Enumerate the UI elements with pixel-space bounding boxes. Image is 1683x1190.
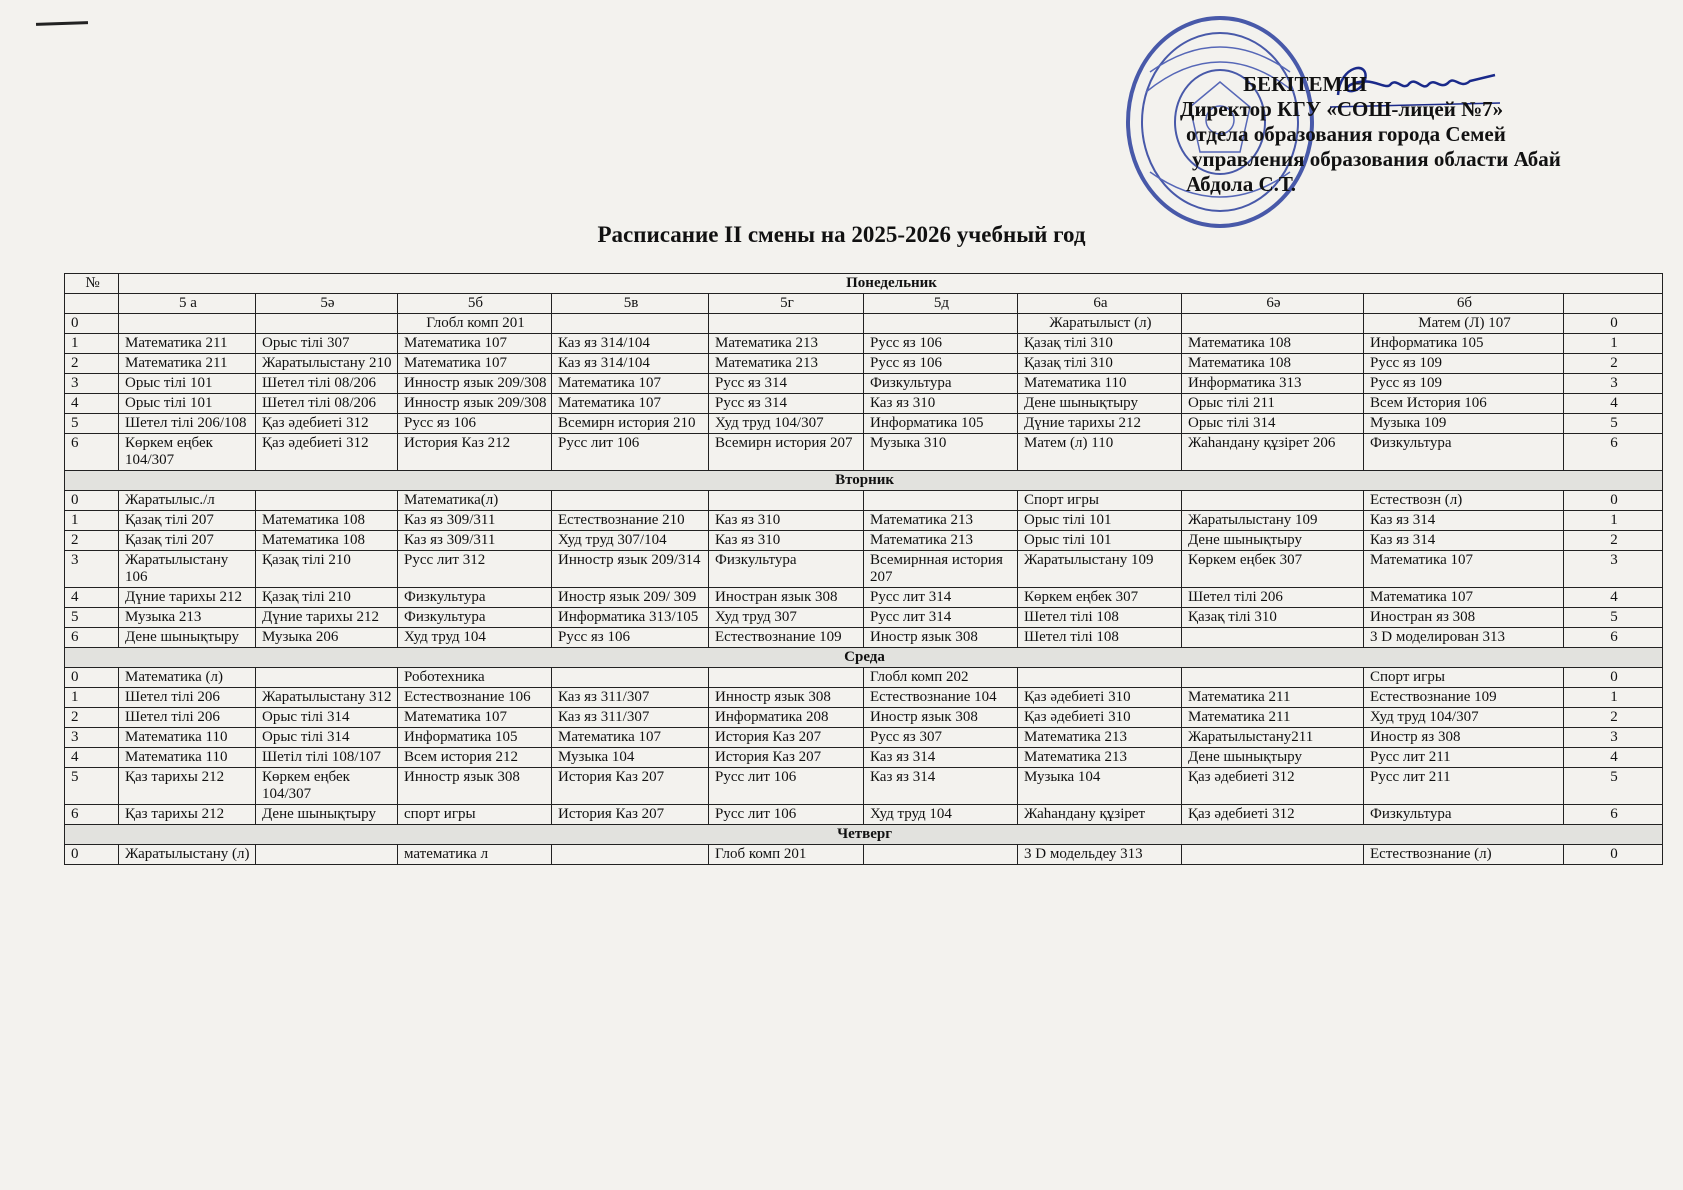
lesson-cell: Қаз әдебиеті 312 [256, 414, 398, 434]
day-header-wednesday: Среда [65, 648, 1663, 668]
lesson-cell: Математика 107 [552, 374, 709, 394]
header-blank-cell [1564, 294, 1663, 314]
day-row [65, 648, 1663, 668]
lesson-cell: Орыс тілі 307 [256, 334, 398, 354]
lesson-row [65, 414, 1663, 434]
lesson-cell: Шетел тілі 108 [1018, 628, 1182, 648]
lesson-number-right: 6 [1564, 628, 1663, 648]
lesson-cell: Орыс тілі 314 [256, 708, 398, 728]
lesson-cell: Естествознание 104 [864, 688, 1018, 708]
lesson-number: 5 [65, 414, 119, 434]
lesson-cell [256, 314, 398, 334]
lesson-number: 2 [65, 708, 119, 728]
lesson-row [65, 728, 1663, 748]
lesson-cell: Худ труд 104 [398, 628, 552, 648]
lesson-cell: Қазақ тілі 310 [1018, 334, 1182, 354]
approval-director: Директор КГУ «СОШ-лицей №7» [1180, 97, 1504, 121]
lesson-cell: Математика 213 [864, 531, 1018, 551]
lesson-number-right: 1 [1564, 511, 1663, 531]
lesson-cell: Инностр язык 209/308 [398, 374, 552, 394]
lesson-cell [256, 668, 398, 688]
lesson-cell: Математика 108 [1182, 354, 1364, 374]
lesson-row [65, 768, 1663, 805]
lesson-row [65, 491, 1663, 511]
lesson-cell: Дене шынықтыру [1182, 748, 1364, 768]
lesson-cell: История Каз 207 [709, 748, 864, 768]
lesson-cell: Информатика 313/105 [552, 608, 709, 628]
lesson-number-right: 5 [1564, 768, 1663, 805]
lesson-number-right: 4 [1564, 394, 1663, 414]
lesson-cell: Каз яз 314 [864, 748, 1018, 768]
lesson-cell: Математика 211 [119, 354, 256, 374]
lesson-cell: Глобл комп 201 [398, 314, 552, 334]
lesson-cell: Қаз әдебиеті 312 [1182, 768, 1364, 805]
lesson-cell: Инностр язык 209/308 [398, 394, 552, 414]
lesson-cell: Всемирн история 207 [709, 434, 864, 471]
lesson-cell: Иностр язык 209/ 309 [552, 588, 709, 608]
lesson-number-right: 3 [1564, 551, 1663, 588]
lesson-cell [256, 491, 398, 511]
lesson-number-right: 4 [1564, 588, 1663, 608]
lesson-cell: Русс лит 211 [1364, 748, 1564, 768]
lesson-cell: Худ труд 307/104 [552, 531, 709, 551]
lesson-cell [552, 314, 709, 334]
lesson-cell: Каз яз 311/307 [552, 708, 709, 728]
lesson-number: 1 [65, 688, 119, 708]
lesson-cell: Худ труд 104/307 [1364, 708, 1564, 728]
lesson-number-right: 3 [1564, 374, 1663, 394]
class-header: 5в [552, 294, 709, 314]
lesson-cell: Математика 213 [864, 511, 1018, 531]
lesson-cell: Русс яз 106 [398, 414, 552, 434]
lesson-number: 1 [65, 334, 119, 354]
lesson-cell: Русс лит 312 [398, 551, 552, 588]
lesson-cell: Худ труд 104 [864, 805, 1018, 825]
day-row [65, 471, 1663, 491]
class-header: 5ә [256, 294, 398, 314]
lesson-cell: Иностр язык 308 [864, 628, 1018, 648]
approval-block [1170, 72, 1590, 197]
lesson-cell: Математика 108 [256, 511, 398, 531]
lesson-cell: Жаһандану құзірет [1018, 805, 1182, 825]
lesson-cell: История Каз 207 [709, 728, 864, 748]
lesson-number: 4 [65, 394, 119, 414]
lesson-cell: Глобл комп 202 [864, 668, 1018, 688]
lesson-cell: Русс яз 307 [864, 728, 1018, 748]
lesson-row [65, 608, 1663, 628]
lesson-cell: Қаз әдебиеті 310 [1018, 708, 1182, 728]
lesson-number-right: 4 [1564, 748, 1663, 768]
lesson-number-right: 0 [1564, 491, 1663, 511]
lesson-cell: Русс лит 211 [1364, 768, 1564, 805]
lesson-cell: Русс лит 106 [709, 805, 864, 825]
lesson-number-right: 0 [1564, 314, 1663, 334]
lesson-cell: Математика 213 [1018, 728, 1182, 748]
lesson-number-right: 0 [1564, 845, 1663, 865]
lesson-row [65, 531, 1663, 551]
lesson-cell: Қаз әдебиеті 312 [256, 434, 398, 471]
lesson-cell: Каз яз 310 [709, 531, 864, 551]
lesson-cell: История Каз 212 [398, 434, 552, 471]
lesson-cell: Математика 213 [709, 334, 864, 354]
lesson-cell: История Каз 207 [552, 805, 709, 825]
lesson-cell: Көркем еңбек 104/307 [119, 434, 256, 471]
lesson-cell: Глоб комп 201 [709, 845, 864, 865]
lesson-cell: Қазақ тілі 310 [1018, 354, 1182, 374]
lesson-cell [1018, 668, 1182, 688]
lesson-row [65, 628, 1663, 648]
lesson-cell: Дүние тарихы 212 [256, 608, 398, 628]
lesson-number-right: 5 [1564, 414, 1663, 434]
lesson-cell: Орыс тілі 101 [119, 374, 256, 394]
lesson-cell: Русс яз 106 [864, 354, 1018, 374]
lesson-cell: Математика 108 [256, 531, 398, 551]
lesson-cell: Русс лит 314 [864, 608, 1018, 628]
lesson-cell: Қаз тарихы 212 [119, 768, 256, 805]
lesson-cell: Музыка 213 [119, 608, 256, 628]
lesson-cell: Худ труд 104/307 [709, 414, 864, 434]
lesson-cell [552, 668, 709, 688]
lesson-number: 4 [65, 748, 119, 768]
lesson-cell [709, 491, 864, 511]
lesson-cell: Дүние тарихы 212 [1018, 414, 1182, 434]
approval-department: отдела образования города Семей [1186, 122, 1506, 146]
lesson-cell: Дене шынықтыру [1018, 394, 1182, 414]
lesson-cell: Матем (Л) 107 [1364, 314, 1564, 334]
lesson-cell [552, 491, 709, 511]
lesson-cell: Жаратылыст (л) [1018, 314, 1182, 334]
lesson-number-right: 1 [1564, 688, 1663, 708]
lesson-cell: Орыс тілі 314 [256, 728, 398, 748]
lesson-number: 0 [65, 314, 119, 334]
lesson-cell: 3 D моделирован 313 [1364, 628, 1564, 648]
class-header: 5г [709, 294, 864, 314]
lesson-number: 3 [65, 728, 119, 748]
lesson-cell: Всемирн история 210 [552, 414, 709, 434]
lesson-cell: Русс лит 314 [864, 588, 1018, 608]
schedule-table [64, 273, 1663, 865]
lesson-number: 1 [65, 511, 119, 531]
lesson-cell: Естествознание (л) [1364, 845, 1564, 865]
lesson-row [65, 434, 1663, 471]
lesson-number: 4 [65, 588, 119, 608]
lesson-cell: Жаратылыстану 106 [119, 551, 256, 588]
lesson-row [65, 374, 1663, 394]
lesson-cell: Каз яз 310 [709, 511, 864, 531]
class-header: 5б [398, 294, 552, 314]
day-row [65, 825, 1663, 845]
lesson-cell: Инностр язык 209/314 [552, 551, 709, 588]
lesson-cell [864, 491, 1018, 511]
lesson-cell: Қаз әдебиеті 310 [1018, 688, 1182, 708]
lesson-number: 0 [65, 491, 119, 511]
lesson-cell [1182, 491, 1364, 511]
lesson-cell: Естествознание 106 [398, 688, 552, 708]
lesson-cell: Физкультура [709, 551, 864, 588]
lesson-number-right: 2 [1564, 708, 1663, 728]
lesson-cell: Всем История 106 [1364, 394, 1564, 414]
lesson-row [65, 511, 1663, 531]
lesson-cell: спорт игры [398, 805, 552, 825]
lesson-number-right: 6 [1564, 805, 1663, 825]
lesson-cell: Дүние тарихы 212 [119, 588, 256, 608]
lesson-cell: Инностр язык 308 [398, 768, 552, 805]
lesson-cell: Қазақ тілі 210 [256, 551, 398, 588]
lesson-cell [1182, 628, 1364, 648]
lesson-cell: Русс лит 106 [709, 768, 864, 805]
lesson-cell: Информатика 105 [1364, 334, 1564, 354]
lesson-cell: Информатика 105 [864, 414, 1018, 434]
lesson-cell: Информатика 105 [398, 728, 552, 748]
lesson-cell: Математика 110 [1018, 374, 1182, 394]
lesson-cell: Каз яз 314 [1364, 531, 1564, 551]
lesson-cell: История Каз 207 [552, 768, 709, 805]
lesson-number: 5 [65, 768, 119, 805]
lesson-cell: Каз яз 311/307 [552, 688, 709, 708]
lesson-cell: Дене шынықтыру [119, 628, 256, 648]
lesson-cell: Қазақ тілі 207 [119, 531, 256, 551]
lesson-row [65, 551, 1663, 588]
class-header: 6а [1018, 294, 1182, 314]
lesson-number: 2 [65, 354, 119, 374]
lesson-row [65, 668, 1663, 688]
lesson-number: 0 [65, 668, 119, 688]
lesson-cell: Роботехника [398, 668, 552, 688]
lesson-row [65, 748, 1663, 768]
lesson-cell: Жаратылыс./л [119, 491, 256, 511]
lesson-cell: Спорт игры [1364, 668, 1564, 688]
lesson-cell: Шетел тілі 108 [1018, 608, 1182, 628]
lesson-row [65, 588, 1663, 608]
lesson-number: 6 [65, 628, 119, 648]
lesson-cell: Информатика 208 [709, 708, 864, 728]
lesson-cell: Физкультура [1364, 805, 1564, 825]
lesson-cell: Иностр яз 308 [1364, 728, 1564, 748]
lesson-cell: Жаратылыстану 109 [1182, 511, 1364, 531]
scan-mark [36, 21, 88, 26]
lesson-row [65, 805, 1663, 825]
lesson-cell: Дене шынықтыру [256, 805, 398, 825]
lesson-cell: Математика 110 [119, 728, 256, 748]
lesson-cell: Математика 211 [1182, 708, 1364, 728]
lesson-cell: Қазақ тілі 207 [119, 511, 256, 531]
lesson-cell: Физкультура [398, 588, 552, 608]
lesson-cell: Математика 107 [1364, 551, 1564, 588]
lesson-cell: 3 D модельдеу 313 [1018, 845, 1182, 865]
lesson-cell: Көркем еңбек 307 [1182, 551, 1364, 588]
lesson-cell: Русс яз 109 [1364, 374, 1564, 394]
lesson-cell: математика л [398, 845, 552, 865]
lesson-cell: Всем история 212 [398, 748, 552, 768]
lesson-row [65, 314, 1663, 334]
lesson-cell: Каз яз 309/311 [398, 511, 552, 531]
lesson-cell: Физкультура [1364, 434, 1564, 471]
lesson-cell: Шетел тілі 206/108 [119, 414, 256, 434]
lesson-cell: Иностран язык 308 [709, 588, 864, 608]
lesson-cell: Жаратылыстану 312 [256, 688, 398, 708]
lesson-cell: Қаз әдебиеті 312 [1182, 805, 1364, 825]
lesson-row [65, 708, 1663, 728]
lesson-cell: Каз яз 314/104 [552, 334, 709, 354]
lesson-number: 3 [65, 551, 119, 588]
lesson-row [65, 688, 1663, 708]
lesson-cell: Матем (л) 110 [1018, 434, 1182, 471]
lesson-cell: Инностр язык 308 [709, 688, 864, 708]
lesson-cell: Математика 110 [119, 748, 256, 768]
lesson-cell: Математика 107 [398, 708, 552, 728]
lesson-cell: Орыс тілі 101 [119, 394, 256, 414]
lesson-cell [1182, 668, 1364, 688]
lesson-number-right: 5 [1564, 608, 1663, 628]
lesson-cell: Музыка 104 [552, 748, 709, 768]
lesson-cell: Жаратылыстану211 [1182, 728, 1364, 748]
lesson-cell: Математика 213 [709, 354, 864, 374]
lesson-cell: Шетел тілі 206 [119, 708, 256, 728]
lesson-cell: Музыка 109 [1364, 414, 1564, 434]
class-header: 5д [864, 294, 1018, 314]
approval-administration: управления образования области Абай [1192, 147, 1561, 171]
lesson-cell: Орыс тілі 101 [1018, 511, 1182, 531]
lesson-cell: Русс яз 109 [1364, 354, 1564, 374]
class-header: 5 а [119, 294, 256, 314]
lesson-cell [709, 314, 864, 334]
lesson-number-right: 3 [1564, 728, 1663, 748]
lesson-number: 6 [65, 805, 119, 825]
class-header: 6б [1364, 294, 1564, 314]
lesson-cell [709, 668, 864, 688]
lesson-cell: Орыс тілі 314 [1182, 414, 1364, 434]
lesson-number: 3 [65, 374, 119, 394]
lesson-cell: Иностр язык 308 [864, 708, 1018, 728]
lesson-cell: Шетел тілі 206 [1182, 588, 1364, 608]
lesson-cell: Қазақ тілі 210 [256, 588, 398, 608]
lesson-number: 5 [65, 608, 119, 628]
lesson-cell [864, 845, 1018, 865]
lesson-cell: Математика 107 [552, 394, 709, 414]
lesson-cell: Математика 107 [1364, 588, 1564, 608]
lesson-cell: Естествозн (л) [1364, 491, 1564, 511]
lesson-cell: Музыка 104 [1018, 768, 1182, 805]
lesson-cell: Математика 108 [1182, 334, 1364, 354]
lesson-cell: Естествознание 109 [1364, 688, 1564, 708]
lesson-cell: Математика 107 [552, 728, 709, 748]
lesson-cell: Русс яз 314 [709, 394, 864, 414]
lesson-cell: Физкультура [864, 374, 1018, 394]
lesson-cell: Спорт игры [1018, 491, 1182, 511]
lesson-cell: Русс яз 106 [552, 628, 709, 648]
lesson-cell: Көркем еңбек 104/307 [256, 768, 398, 805]
lesson-cell: Информатика 313 [1182, 374, 1364, 394]
lesson-cell: Каз яз 314 [864, 768, 1018, 805]
lesson-number: 2 [65, 531, 119, 551]
lesson-cell: Орыс тілі 101 [1018, 531, 1182, 551]
lesson-cell: Математика (л) [119, 668, 256, 688]
day-header-monday: Понедельник [119, 274, 1663, 294]
lesson-cell: Шетел тілі 206 [119, 688, 256, 708]
lesson-row [65, 334, 1663, 354]
lesson-number-right: 0 [1564, 668, 1663, 688]
lesson-cell: Дене шынықтыру [1182, 531, 1364, 551]
lesson-cell: Каз яз 309/311 [398, 531, 552, 551]
lesson-cell: Иностран яз 308 [1364, 608, 1564, 628]
day-header-thursday: Четверг [65, 825, 1663, 845]
header-row [65, 274, 1663, 294]
lesson-cell [119, 314, 256, 334]
lesson-row [65, 394, 1663, 414]
lesson-cell: Музыка 310 [864, 434, 1018, 471]
lesson-number-right: 1 [1564, 334, 1663, 354]
approval-title: БЕКІТЕМІН [1243, 72, 1367, 96]
lesson-cell: Естествознание 210 [552, 511, 709, 531]
lesson-cell [552, 845, 709, 865]
lesson-cell: Музыка 206 [256, 628, 398, 648]
lesson-cell: Қаз тарихы 212 [119, 805, 256, 825]
page-title: Расписание II смены на 2025-2026 учебный год [597, 222, 1086, 247]
lesson-cell: Математика 107 [398, 354, 552, 374]
lesson-number-right: 6 [1564, 434, 1663, 471]
day-header-tuesday: Вторник [65, 471, 1663, 491]
lesson-cell: Всемирнная история 207 [864, 551, 1018, 588]
header-blank-cell [65, 294, 119, 314]
class-header: 6ә [1182, 294, 1364, 314]
lesson-cell: Математика 107 [398, 334, 552, 354]
lesson-cell: Математика 211 [119, 334, 256, 354]
lesson-number: 0 [65, 845, 119, 865]
lesson-row [65, 354, 1663, 374]
lesson-number-right: 2 [1564, 354, 1663, 374]
number-header: № [65, 274, 119, 294]
lesson-cell: Русс яз 314 [709, 374, 864, 394]
lesson-cell [256, 845, 398, 865]
lesson-cell: Каз яз 314/104 [552, 354, 709, 374]
lesson-cell: Естествознание 109 [709, 628, 864, 648]
lesson-cell: Шетел тілі 08/206 [256, 394, 398, 414]
lesson-cell [1182, 314, 1364, 334]
lesson-cell: Орыс тілі 211 [1182, 394, 1364, 414]
lesson-cell: Шетел тілі 08/206 [256, 374, 398, 394]
lesson-cell: Жаратылыстану 210 [256, 354, 398, 374]
lesson-number-right: 2 [1564, 531, 1663, 551]
lesson-cell: Русс лит 106 [552, 434, 709, 471]
lesson-row [65, 845, 1663, 865]
lesson-cell: Қазақ тілі 310 [1182, 608, 1364, 628]
lesson-cell: Математика 213 [1018, 748, 1182, 768]
lesson-cell: Математика 211 [1182, 688, 1364, 708]
lesson-cell: Жаратылыстану 109 [1018, 551, 1182, 588]
lesson-cell: Жаһандану құзірет 206 [1182, 434, 1364, 471]
class-header-row [65, 294, 1663, 314]
lesson-cell: Шетіл тілі 108/107 [256, 748, 398, 768]
lesson-cell: Жаратылыстану (л) [119, 845, 256, 865]
lesson-cell: Математика(л) [398, 491, 552, 511]
lesson-cell [864, 314, 1018, 334]
lesson-cell: Русс яз 106 [864, 334, 1018, 354]
lesson-cell: Худ труд 307 [709, 608, 864, 628]
lesson-cell: Каз яз 310 [864, 394, 1018, 414]
lesson-cell: Физкультура [398, 608, 552, 628]
lesson-cell: Көркем еңбек 307 [1018, 588, 1182, 608]
lesson-cell [1182, 845, 1364, 865]
approval-name: Абдола С.Т. [1186, 172, 1297, 196]
lesson-cell: Каз яз 314 [1364, 511, 1564, 531]
lesson-number: 6 [65, 434, 119, 471]
